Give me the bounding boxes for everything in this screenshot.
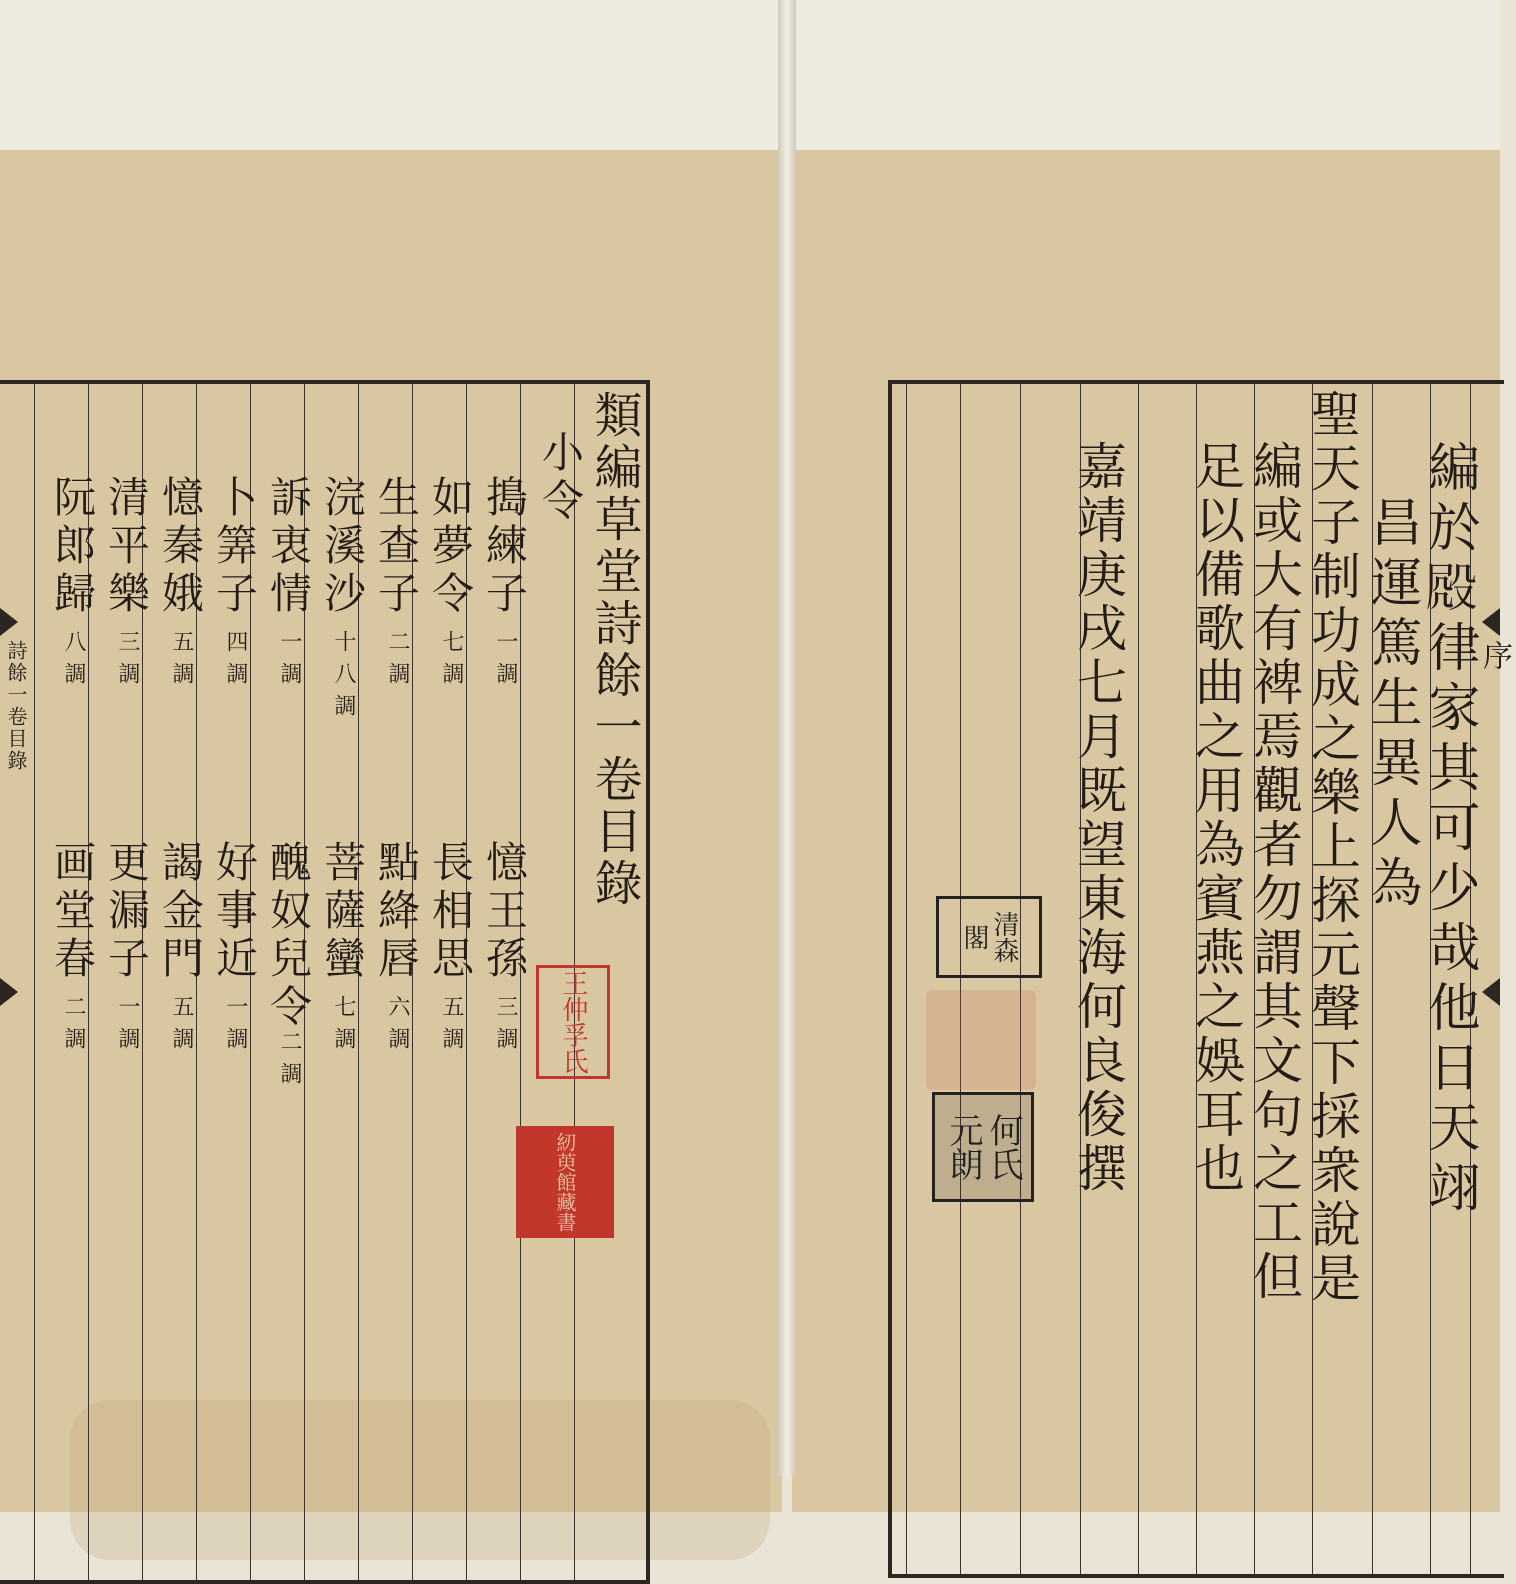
entry-name: 更漏子 bbox=[102, 840, 151, 984]
preface-line: 足以備歌曲之用為賓燕之娛耳也 bbox=[1187, 440, 1245, 1196]
entry-name: 醜奴兒令 bbox=[264, 840, 313, 1032]
entry-count: 一調 bbox=[493, 630, 518, 694]
seal-text: 何氏元朗 bbox=[943, 1113, 1023, 1181]
seal-text: 王仲孚氏 bbox=[558, 970, 588, 1074]
entry-name: 生查子 bbox=[372, 475, 421, 619]
entry-name: 謁金門 bbox=[156, 840, 205, 984]
entry-count: 二調 bbox=[385, 630, 410, 694]
seal-faded-red bbox=[926, 990, 1036, 1090]
entry-name: 訴衷情 bbox=[264, 475, 313, 619]
column-rule bbox=[906, 384, 907, 1574]
entry-count: 一調 bbox=[223, 995, 248, 1059]
entry-count: 八調 bbox=[61, 630, 86, 694]
column-rule bbox=[1138, 384, 1139, 1574]
entry-count: 十八調 bbox=[331, 630, 356, 726]
fishtail-marker bbox=[1482, 608, 1500, 636]
entry-name: 画堂春 bbox=[48, 840, 97, 984]
fishtail-marker bbox=[0, 978, 18, 1006]
entry-count: 七調 bbox=[439, 630, 464, 694]
entry-count: 六調 bbox=[385, 995, 410, 1059]
entry-name: 憶王孫 bbox=[480, 840, 529, 984]
seal-text: 清森閣 bbox=[959, 911, 1019, 963]
column-rule bbox=[1020, 384, 1021, 1574]
book-gutter bbox=[778, 0, 796, 1476]
entry-name: 長相思 bbox=[426, 840, 475, 984]
entry-name: 菩薩蠻 bbox=[318, 840, 367, 984]
entry-count: 一調 bbox=[277, 630, 302, 694]
seal-collection bbox=[516, 1126, 614, 1238]
section-heading: 小令 bbox=[536, 430, 585, 526]
preface-line: 聖天子制功成之樂上探元聲下採衆說是 bbox=[1303, 388, 1361, 1306]
entry-name: 阮郎歸 bbox=[48, 475, 97, 619]
seal-text: 紉萸館藏書 bbox=[553, 1132, 577, 1232]
fishtail-marker bbox=[1482, 978, 1500, 1006]
entry-count: 三調 bbox=[493, 995, 518, 1059]
preface-line: 嘉靖庚戌七月既望東海何良俊撰 bbox=[1069, 440, 1127, 1196]
seal-black-bottom bbox=[932, 1092, 1034, 1202]
banxin-text: 序 bbox=[1477, 640, 1512, 670]
preface-line: 編或大有裨焉觀者勿謂其文句之工但 bbox=[1245, 440, 1303, 1304]
entry-count: 四調 bbox=[223, 630, 248, 694]
entry-count: 一調 bbox=[115, 995, 140, 1059]
entry-count: 二調 bbox=[277, 1030, 302, 1094]
entry-name: 搗練子 bbox=[480, 475, 529, 619]
entry-name: 浣溪沙 bbox=[318, 475, 367, 619]
seal-black-top bbox=[936, 896, 1042, 978]
column-rule bbox=[960, 384, 961, 1574]
entry-name: 清平樂 bbox=[102, 475, 151, 619]
flyleaf-top bbox=[0, 0, 1500, 150]
entry-name: 如夢令 bbox=[426, 475, 475, 619]
entry-name: 點絳唇 bbox=[372, 840, 421, 984]
seal-wang-zhongfu bbox=[536, 965, 610, 1079]
entry-count: 七調 bbox=[331, 995, 356, 1059]
entry-count: 二調 bbox=[61, 995, 86, 1059]
entry-name: 憶秦娥 bbox=[156, 475, 205, 619]
banxin-text: 詩餘一卷目錄 bbox=[4, 640, 28, 772]
fishtail-marker bbox=[0, 608, 18, 636]
catalog-title: 類編草堂詩餘一卷目錄 bbox=[586, 390, 642, 910]
entry-name: 卜筭子 bbox=[210, 475, 259, 619]
entry-count: 五調 bbox=[439, 995, 464, 1059]
entry-count: 五調 bbox=[169, 995, 194, 1059]
preface-line: 編於𣪍律家其可少哉他日天翊 bbox=[1419, 440, 1479, 1220]
entry-count: 五調 bbox=[169, 630, 194, 694]
preface-line: 昌運篤生異人為 bbox=[1361, 495, 1421, 915]
entry-count: 三調 bbox=[115, 630, 140, 694]
column-rule bbox=[34, 384, 35, 1580]
entry-name: 好事近 bbox=[210, 840, 259, 984]
